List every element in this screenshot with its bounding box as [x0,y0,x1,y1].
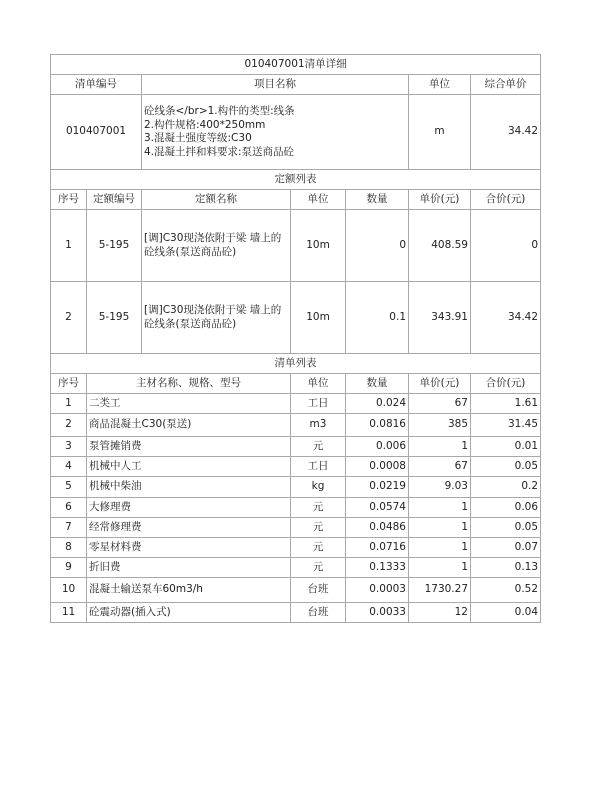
material-name: 机械中柴油 [87,477,291,498]
quota-header-unit: 单位 [291,190,346,210]
quota-section-row [51,170,541,190]
material-qty: 0.0008 [346,457,409,477]
material-qty: 0.0816 [346,414,409,437]
material-qty: 0.1333 [346,558,409,578]
material-qty: 0.0574 [346,498,409,518]
material-seq: 8 [51,538,87,558]
material-row [51,603,541,623]
material-seq: 5 [51,477,87,498]
title-row [51,55,541,75]
material-unit-price: 1 [409,498,471,518]
material-total: 31.45 [471,414,541,437]
material-unit: 台班 [291,578,346,603]
material-unit: 台班 [291,603,346,623]
material-total: 0.13 [471,558,541,578]
material-row [51,437,541,457]
quota-unit-price: 408.59 [409,210,471,282]
table-title: 010407001清单详细 [51,55,541,75]
bill-detail-table [50,54,541,623]
material-unit-price: 67 [409,394,471,414]
material-name: 大修理费 [87,498,291,518]
material-name: 机械中人工 [87,457,291,477]
material-unit: 元 [291,518,346,538]
material-unit-price: 1 [409,518,471,538]
material-unit-price: 1 [409,437,471,457]
material-seq: 3 [51,437,87,457]
quota-name: [调]C30现浇依附于梁 墙上的砼线条(泵送商品砼) [142,282,291,354]
material-unit: 元 [291,437,346,457]
description-line: 砼线条</br>1.构件的类型:线条 [144,105,295,117]
material-total: 0.06 [471,498,541,518]
quota-unit: 10m [291,210,346,282]
materials-header-seq: 序号 [51,374,87,394]
material-row [51,477,541,498]
description-line: 3.混凝土强度等级:C30 [144,132,252,144]
material-unit: 工日 [291,457,346,477]
material-seq: 11 [51,603,87,623]
header-unit: 单位 [409,75,471,95]
quota-name: [调]C30现浇依附于梁 墙上的砼线条(泵送商品砼) [142,210,291,282]
quota-seq: 1 [51,210,87,282]
header-bill-code: 清单编号 [51,75,142,95]
material-qty: 0.0219 [346,477,409,498]
bill-code: 010407001 [51,95,142,170]
material-seq: 4 [51,457,87,477]
material-name: 混凝土输送泵车60m3/h [87,578,291,603]
bill-item-description [142,95,409,170]
quota-unit-price: 343.91 [409,282,471,354]
materials-header-unit: 单位 [291,374,346,394]
quota-header-qty: 数量 [346,190,409,210]
material-row [51,578,541,603]
material-qty: 0.024 [346,394,409,414]
material-seq: 10 [51,578,87,603]
quota-header-total: 合价(元) [471,190,541,210]
material-seq: 7 [51,518,87,538]
material-unit-price: 1 [409,558,471,578]
material-seq: 2 [51,414,87,437]
material-row [51,414,541,437]
material-row [51,394,541,414]
material-seq: 1 [51,394,87,414]
material-name: 二类工 [87,394,291,414]
description-line: 2.构件规格:400*250mm [144,118,266,131]
section-title-quota: 定额列表 [51,170,541,190]
material-total: 0.04 [471,603,541,623]
material-unit-price: 1730.27 [409,578,471,603]
material-unit-price: 12 [409,603,471,623]
material-unit: 元 [291,498,346,518]
materials-section-row [51,354,541,374]
quota-unit: 10m [291,282,346,354]
material-row [51,457,541,477]
material-total: 0.05 [471,457,541,477]
materials-header-total: 合价(元) [471,374,541,394]
quota-total: 0 [471,210,541,282]
material-name: 零星材料费 [87,538,291,558]
material-unit-price: 9.03 [409,477,471,498]
material-unit: 工日 [291,394,346,414]
quota-row [51,210,541,282]
quota-header-code: 定额编号 [87,190,142,210]
material-name: 折旧费 [87,558,291,578]
materials-header-unit-price: 单价(元) [409,374,471,394]
materials-header-qty: 数量 [346,374,409,394]
material-name: 泵管摊销费 [87,437,291,457]
material-unit: 元 [291,558,346,578]
material-name: 经常修理费 [87,518,291,538]
material-unit: m3 [291,414,346,437]
material-total: 0.07 [471,538,541,558]
material-qty: 0.0486 [346,518,409,538]
material-row [51,518,541,538]
header-composite-price: 综合单价 [471,75,541,95]
quota-row [51,282,541,354]
material-seq: 9 [51,558,87,578]
material-unit-price: 385 [409,414,471,437]
bill-header-row [51,75,541,95]
material-unit-price: 67 [409,457,471,477]
material-total: 0.05 [471,518,541,538]
bill-data-row [51,95,541,170]
bill-unit: m [409,95,471,170]
material-unit-price: 1 [409,538,471,558]
material-qty: 0.006 [346,437,409,457]
material-row [51,538,541,558]
material-unit: kg [291,477,346,498]
bill-composite-price: 34.42 [471,95,541,170]
quota-qty: 0 [346,210,409,282]
quota-header-name: 定额名称 [142,190,291,210]
material-unit: 元 [291,538,346,558]
material-row [51,498,541,518]
material-name: 商品混凝土C30(泵送) [87,414,291,437]
material-qty: 0.0716 [346,538,409,558]
material-total: 0.52 [471,578,541,603]
quota-code: 5-195 [87,282,142,354]
material-qty: 0.0033 [346,603,409,623]
description-line: 4.混凝土拌和料要求:泵送商品砼 [144,145,295,158]
header-item-name: 项目名称 [142,75,409,95]
quota-total: 34.42 [471,282,541,354]
quota-header-seq: 序号 [51,190,87,210]
quota-code: 5-195 [87,210,142,282]
material-total: 1.61 [471,394,541,414]
quota-header-unit-price: 单价(元) [409,190,471,210]
section-title-materials: 清单列表 [51,354,541,374]
material-total: 0.01 [471,437,541,457]
material-name: 砼震动器(插入式) [87,603,291,623]
materials-header-name: 主材名称、规格、型号 [87,374,291,394]
material-total: 0.2 [471,477,541,498]
quota-seq: 2 [51,282,87,354]
material-qty: 0.0003 [346,578,409,603]
quota-qty: 0.1 [346,282,409,354]
materials-header-row [51,374,541,394]
material-seq: 6 [51,498,87,518]
quota-header-row [51,190,541,210]
material-row [51,558,541,578]
